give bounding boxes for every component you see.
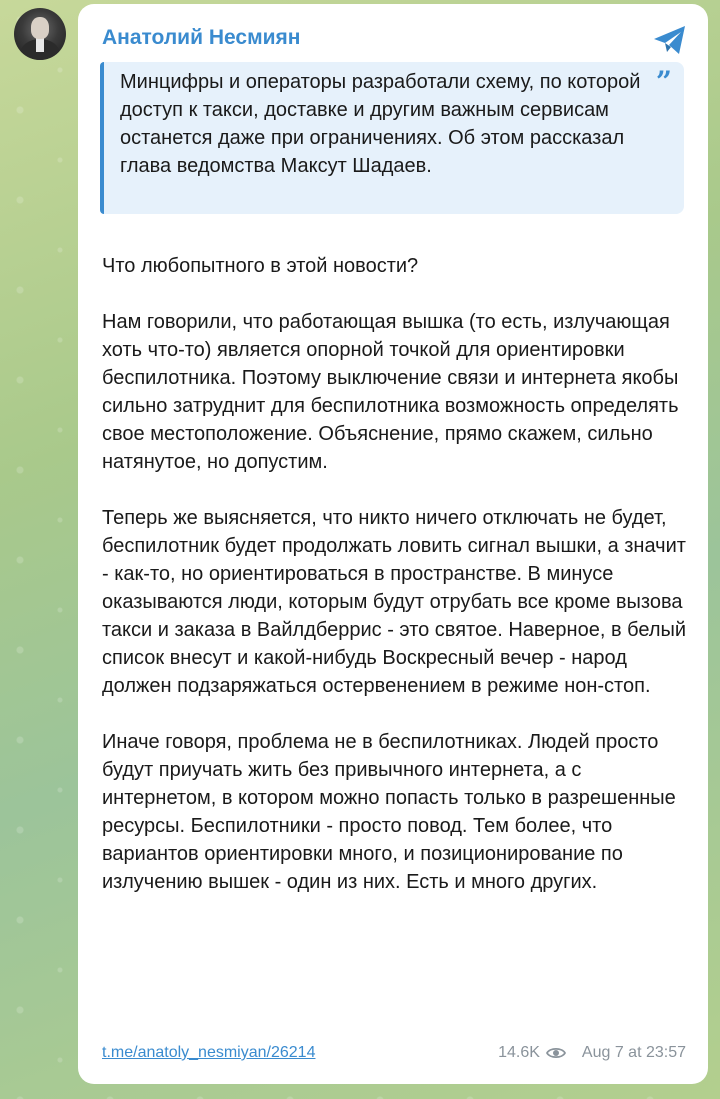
- avatar-face: [31, 17, 49, 39]
- paragraph-1: Что любопытного в этой новости?: [102, 255, 419, 277]
- view-count: 14.6K: [498, 1044, 540, 1061]
- message-bubble: [78, 4, 708, 1084]
- paragraph-4: Иначе говоря, проблема не в беспилотниках. Людей просто будут приучать жить без привычного интернета, а с интернетом, в котором можно попасть только в разрешенные ресурсы. Беспилотники - просто повод. Тем более, что вариантов ориентировки много, и позиционирование по излучению вышек - один из них. Есть и много других.: [102, 731, 676, 893]
- share-arrow-icon[interactable]: [652, 24, 688, 56]
- paragraph-3: Теперь же выясняется, что никто ничего отключать не будет, беспилотник будет продолжать ловить сигнал вышки, а значит - как-то, но ориентироваться в пространстве. В минусе оказываются люди, которым будут отрубать все кроме вызова такси и заказа в Вайлдберрис - это святое. Наверное, в белый список внесут и какой-нибудь Воскресный вечер - народ должен подзаряжаться остервенением в режиме нон-стоп.: [102, 507, 687, 697]
- avatar-collar: [36, 38, 44, 52]
- author-avatar[interactable]: [14, 8, 66, 60]
- eye-icon: [546, 1046, 566, 1060]
- quoted-news-block: [100, 62, 684, 214]
- quote-mark-icon: ”: [655, 65, 672, 98]
- message-footer: [102, 1044, 686, 1068]
- author-name[interactable]: Анатолий Несмиян: [102, 26, 301, 49]
- paragraph-2: Нам говорили, что работающая вышка (то есть, излучающая хоть что-то) является опорной точкой для ориентировки беспилотника. Поэтому выключение связи и интернета якобы сильно затруднит для беспилотника возможность определять свое местоположение. Объяснение, прямо скажем, сильно натянутое, но допустим.: [102, 311, 679, 473]
- message-body: [102, 252, 692, 896]
- message-timestamp: Aug 7 at 23:57: [581, 1044, 686, 1061]
- quote-text: Минцифры и операторы разработали схему, по которой доступ к такси, доставке и другим важным сервисам останется даже при ограничениях. Об этом рассказал глава ведомства Максут Шадаев.: [120, 71, 641, 177]
- post-link[interactable]: t.me/anatoly_nesmiyan/26214: [102, 1044, 316, 1061]
- message-meta: [498, 1044, 686, 1062]
